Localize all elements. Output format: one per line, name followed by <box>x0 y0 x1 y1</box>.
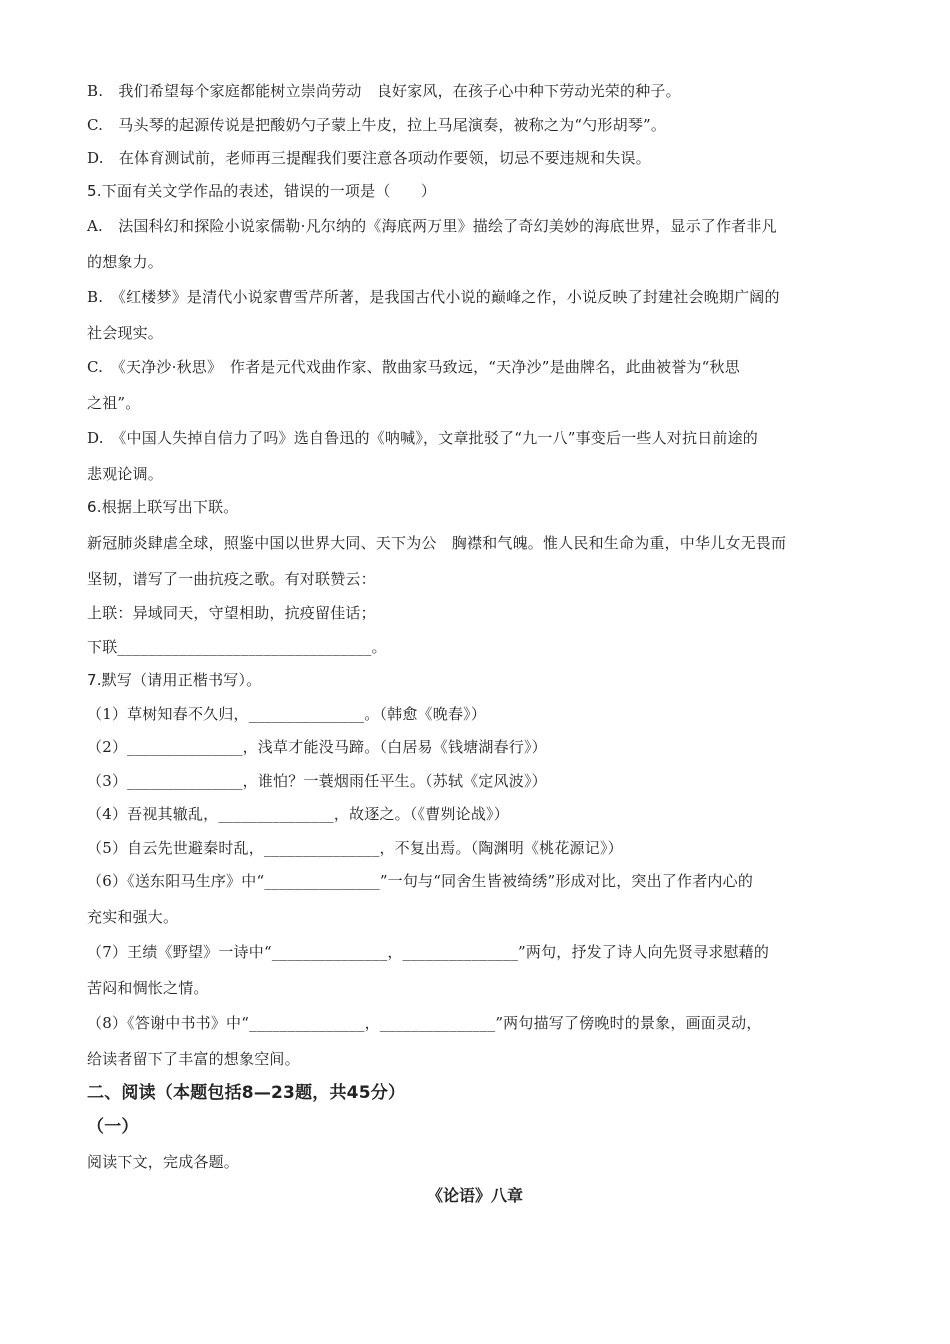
q7-item-8-line-2: 给读者留下了丰富的想象空间。 <box>87 1050 300 1068</box>
option-c-line: C. 马头琴的起源传说是把酸奶勺子蒙上牛皮，拉上马尾演奏，被称之为“勺形胡琴”。 <box>87 116 667 134</box>
option-d-line: D. 在体育测试前，老师再三提醒我们要注意各项动作要领，切忌不要违规和失误。 <box>87 149 651 167</box>
q6-paragraph-line-2: 坚韧，谱写了一曲抗疫之歌。有对联赞云： <box>87 570 376 588</box>
q7-item-5: （5）自云先世避秦时乱，_______________，不复出焉。（陶渊明《桃花源记》） <box>87 839 623 857</box>
q5-option-c-line-1: C. 《天净沙·秋思》 作者是元代戏曲作家、散曲家马致远，“天净沙”是曲牌名，此曲被誉为“秋思 <box>87 358 740 376</box>
subsection-heading: （一） <box>87 1117 139 1137</box>
q6-upper-couplet: 上联：异域同天，守望相助，抗疫留佳话； <box>87 604 376 622</box>
q7-item-1: （1）草树知春不久归，_______________。（韩愈《晚春》） <box>87 705 487 723</box>
q5-option-b-line-2: 社会现实。 <box>87 324 164 342</box>
option-b-line: B. 我们希望每个家庭都能树立崇尚劳动 良好家风，在孩子心中种下劳动光荣的种子。 <box>87 82 681 100</box>
q7-item-6-line-2: 充实和强大。 <box>87 908 179 926</box>
question-6-title: 6.根据上联写出下联。 <box>87 498 239 516</box>
q5-option-b-line-1: B. 《红楼梦》是清代小说家曹雪芹所著，是我国古代小说的巅峰之作，小说反映了封建社会晚期广阔的 <box>87 288 780 306</box>
section-reading-heading: 二、阅读（本题包括8—23题，共45分） <box>87 1083 406 1103</box>
q6-paragraph-line-1: 新冠肺炎肆虐全球，照鉴中国以世界大同、天下为公 胸襟和气魄。惟人民和生命为重，中华儿女无畏而 <box>87 534 787 552</box>
q7-item-3: （3）_______________，谁怕？一蓑烟雨任平生。（苏轼《定风波》） <box>87 772 547 790</box>
question-7-title: 7.默写（请用正楷书写）。 <box>87 671 262 689</box>
q5-option-c-line-2: 之祖”。 <box>87 394 141 412</box>
q7-item-4: （4）吾视其辙乱，_______________，故逐之。（《曹刿论战》） <box>87 805 509 823</box>
q7-item-7-line-1: （7）王绩《野望》一诗中“_______________，_______________”两句，抒发了诗人向先贤寻求慰藉的 <box>87 943 770 961</box>
reading-instruction: 阅读下文，完成各题。 <box>87 1153 240 1171</box>
q7-item-2: （2）_______________，浅草才能没马蹄。（白居易《钱塘湖春行》） <box>87 738 547 756</box>
q5-option-d-line-2: 悲观论调。 <box>87 465 164 483</box>
q7-item-8-line-1: （8）《答谢中书书》中“_______________，_______________”两句描写了傍晚时的景象，画面灵动， <box>87 1014 762 1032</box>
q6-lower-couplet-blank: 下联_________________________________。 <box>87 638 387 656</box>
q7-item-6-line-1: （6）《送东阳马生序》中“_______________”一句与“同舍生皆被绮绣”形成对比，突出了作者内心的 <box>87 872 754 890</box>
q5-option-d-line-1: D. 《中国人失掉自信力了吗》选自鲁迅的《呐喊》，文章批驳了“九一八”事变后一些人对抗日前途的 <box>87 429 759 447</box>
q7-item-7-line-2: 苦闷和惆怅之情。 <box>87 979 209 997</box>
question-5-title: 5.下面有关文学作品的表述，错误的一项是（ ） <box>87 182 437 200</box>
q5-option-a-line-1: A. 法国科幻和探险小说家儒勒·凡尔纳的《海底两万里》描绘了奇幻美妙的海底世界，显示了作者非凡 <box>87 217 777 235</box>
q5-option-a-line-2: 的想象力。 <box>87 253 164 271</box>
passage-title: 《论语》八章 <box>426 1186 523 1205</box>
